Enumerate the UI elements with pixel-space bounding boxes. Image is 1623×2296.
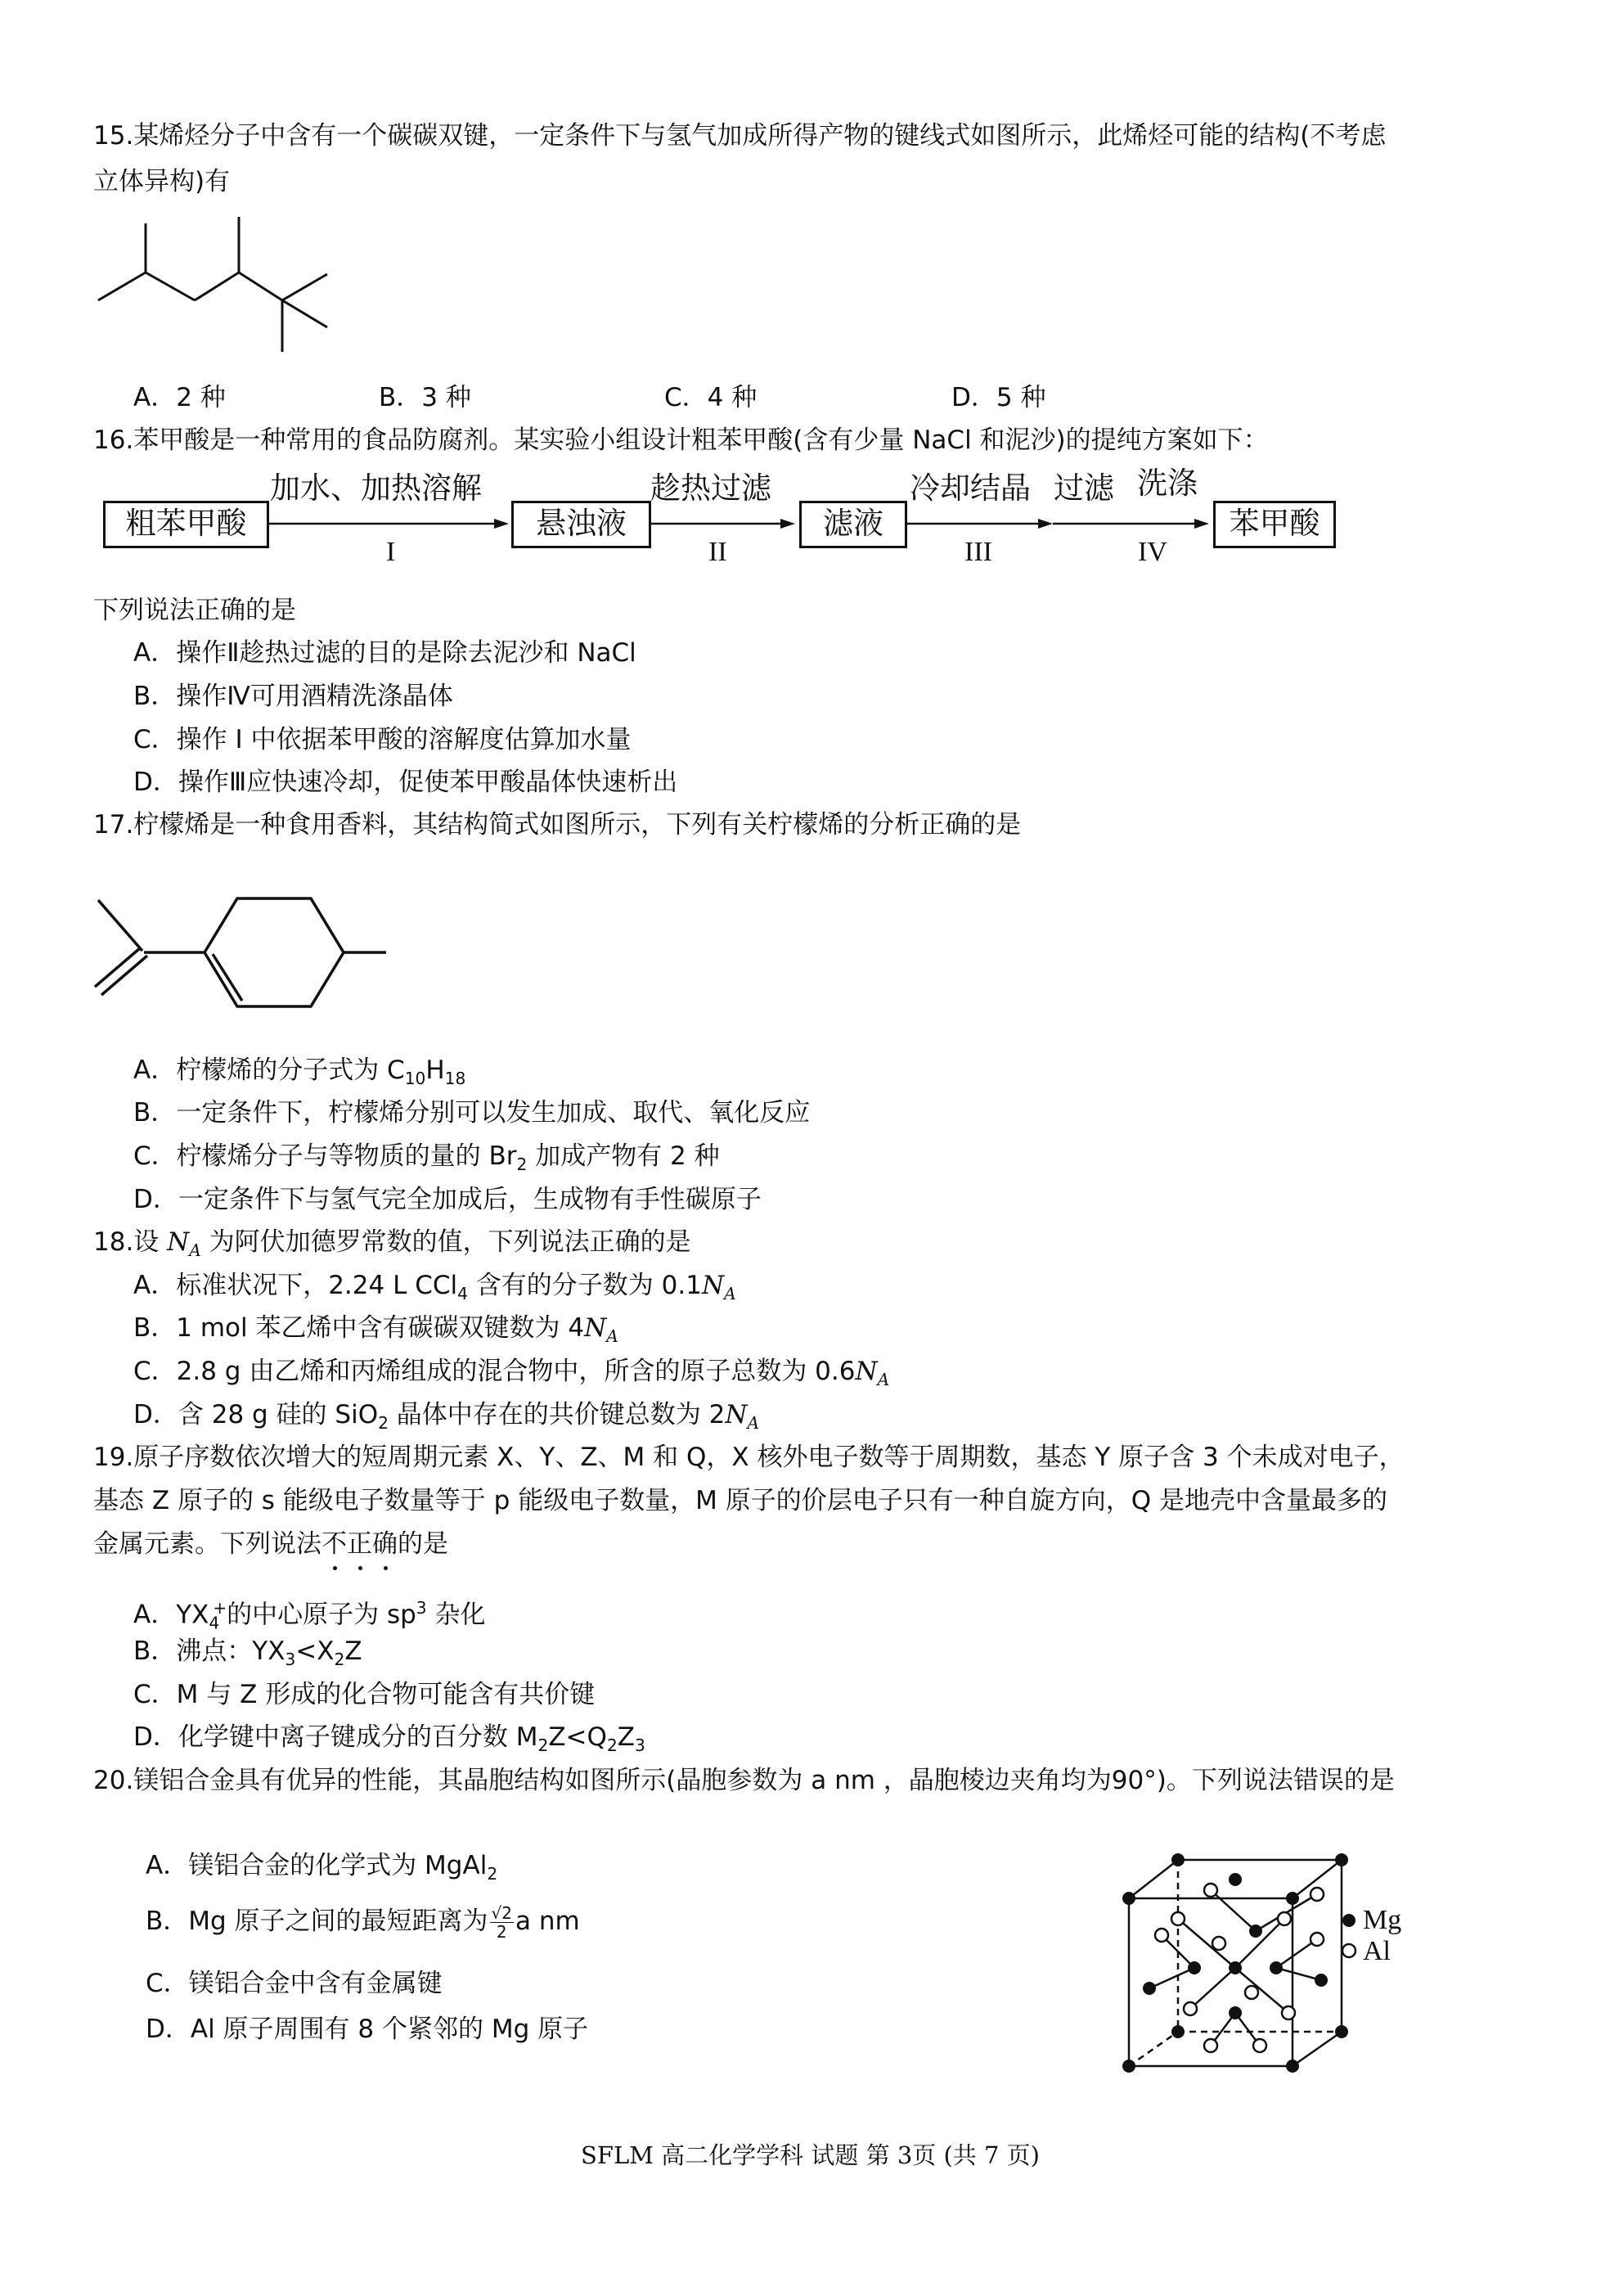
q17-option-a[interactable]: A．柠檬烯的分子式为 $C_{10}H_{18}$ — [133, 1056, 466, 1089]
q17-option-d[interactable]: D．一定条件下与氢气完全加成后，生成物有手性碳原子 — [133, 1185, 762, 1214]
q18-option-b[interactable]: B．1 mol 苯乙烯中含有碳碳双键数为 $4N_A$ — [133, 1313, 618, 1347]
flow-step4-label: 洗涤 — [1137, 466, 1198, 501]
legend-mg-marker — [1342, 1914, 1355, 1927]
flow-step3-label-b: 过滤 — [1054, 470, 1114, 506]
flow-roman-1: I — [386, 537, 396, 567]
flow-arrows — [0, 491, 1623, 556]
q15-option-c[interactable]: C．4 种 — [664, 383, 758, 412]
flow-box-suspension: 悬浊液 — [511, 501, 651, 548]
q19-stem-line3: 金属元素。下列说法不正确的是 — [93, 1529, 448, 1559]
flow-roman-2: II — [708, 537, 727, 567]
q15-skeletal-structure — [82, 209, 352, 364]
flow-step2-label: 趁热过滤 — [650, 470, 771, 506]
flow-roman-4: IV — [1138, 537, 1167, 567]
q20-option-b[interactable]: B．Mg 原子之间的最短距离为 $\frac{√2}{2}$ a nm — [146, 1903, 580, 1942]
q19-stem-line2: 基态 Z 原子的 s 能级电子数量等于 p 能级电子数量，M 原子的价层电子只有一种自旋方向，Q 是地壳中含量最多的 — [93, 1486, 1388, 1515]
q16-option-c[interactable]: C．操作 I 中依据苯甲酸的溶解度估算加水量 — [133, 725, 632, 754]
q19-stem-line1: 19.原子序数依次增大的短周期元素 X、Y、Z、M 和 Q，X 核外电子数等于周期数，基态 Y 原子含 3 个未成对电子， — [93, 1443, 1405, 1472]
flow-box-crude-benzoic-acid: 粗苯甲酸 — [103, 501, 269, 548]
flow-roman-3: III — [964, 537, 992, 567]
flow-step3-label-a: 冷却结晶 — [910, 470, 1031, 506]
q15-option-b[interactable]: B．3 种 — [379, 383, 471, 412]
q20-option-d[interactable]: D．Al 原子周围有 8 个紧邻的 Mg 原子 — [146, 2015, 589, 2044]
q17-option-b[interactable]: B．一定条件下，柠檬烯分别可以发生加成、取代、氧化反应 — [133, 1098, 811, 1128]
q18-option-a[interactable]: A．标准状况下，2.24 L CCl$_4$ 含有的分子数为 $0.1N_A$ — [133, 1271, 736, 1304]
page-footer: SFLM 高二化学学科 试题 第 3页 (共 7 页) — [581, 2141, 1040, 2169]
q15-option-d[interactable]: D．5 种 — [951, 383, 1046, 412]
q20-stem: 20.镁铝合金具有优异的性能，其晶胞结构如图所示(晶胞参数为 a nm ，晶胞棱边夹角均为90°)。下列说法错误的是 — [93, 1766, 1395, 1795]
q19-option-a[interactable]: A．$YX_4^+$的中心原子为 $sp^3$ 杂化 — [133, 1598, 486, 1633]
q16-option-a[interactable]: A．操作Ⅱ趁热过滤的目的是除去泥沙和 NaCl — [133, 638, 636, 668]
q15-stem-line2: 立体异构)有 — [93, 167, 231, 196]
q15-option-a[interactable]: A．2 种 — [133, 383, 226, 412]
q18-option-c[interactable]: C．2.8 g 由乙烯和丙烯组成的混合物中，所含的原子总数为 $0.6N_A$ — [133, 1357, 890, 1390]
q19-option-d[interactable]: D．化学键中离子键成分的百分数 $M_2Z<Q_2Z_3$ — [133, 1722, 645, 1756]
legend-mg-label: Mg — [1363, 1905, 1402, 1935]
flow-step1-label: 加水、加热溶解 — [270, 470, 482, 506]
q20-legend-markers — [1338, 1908, 1362, 1965]
legend-al-marker — [1342, 1944, 1355, 1957]
q15-stem-line1: 15.某烯烃分子中含有一个碳碳双键，一定条件下与氢气加成所得产物的键线式如图所示，此烯烃可能的结构(不考虑 — [93, 121, 1387, 151]
q19-option-c[interactable]: C．M 与 Z 形成的化合物可能含有共价键 — [133, 1680, 596, 1709]
fraction-sqrt2-over-2: $\frac{√2}{2}$ — [491, 1903, 513, 1942]
q16-prompt: 下列说法正确的是 — [93, 596, 296, 625]
q17-option-c[interactable]: C．柠檬烯分子与等物质的量的 $Br_2$ 加成产物有 2 种 — [133, 1141, 720, 1175]
q18-stem: 18.设 $N_A$ 为阿伏加德罗常数的值，下列说法正确的是 — [93, 1227, 691, 1261]
legend-al-label: Al — [1363, 1936, 1391, 1966]
q20-option-c[interactable]: C．镁铝合金中含有金属键 — [146, 1969, 443, 1998]
q17-limonene-structure — [82, 884, 393, 1015]
q19-option-b[interactable]: B．沸点：$YX_3<X_2Z$ — [133, 1636, 362, 1670]
q16-option-d[interactable]: D．操作Ⅲ应快速冷却，促使苯甲酸晶体快速析出 — [133, 768, 678, 797]
flow-box-filtrate: 滤液 — [799, 501, 907, 548]
q16-option-b[interactable]: B．操作Ⅳ可用酒精洗涤晶体 — [133, 682, 453, 711]
flow-box-benzoic-acid: 苯甲酸 — [1213, 501, 1336, 548]
q20-option-a[interactable]: A．镁铝合金的化学式为 MgAl$_2$ — [146, 1851, 498, 1884]
q16-stem: 16.苯甲酸是一种常用的食品防腐剂。某实验小组设计粗苯甲酸(含有少量 NaCl 和泥沙)的提纯方案如下： — [93, 425, 1269, 455]
q18-option-d[interactable]: D．含 28 g 硅的 SiO$_2$ 晶体中存在的共价键总数为 $2N_A$ — [133, 1400, 760, 1434]
q17-stem: 17.柠檬烯是一种食用香料，其结构简式如图所示，下列有关柠檬烯的分析正确的是 — [93, 810, 1022, 840]
